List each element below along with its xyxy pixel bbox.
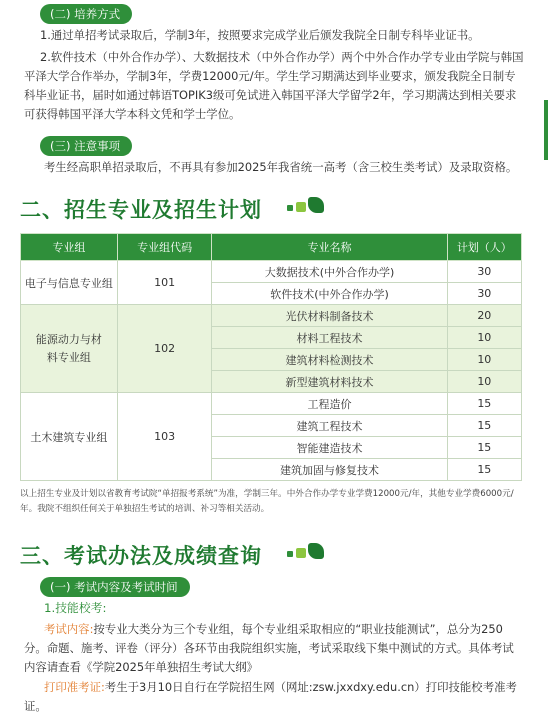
heading-enrollment-plan: 二、招生专业及招生计划 [20,198,262,222]
heading-decoration-icon [287,543,327,561]
table-header: 专业组代码 [117,234,212,261]
plan-count-cell: 15 [447,437,521,459]
major-name-cell: 建筑材料检测技术 [212,349,447,371]
admission-ticket-label: 打印准考证: [44,680,105,694]
exam-content-paragraph [24,620,524,677]
group-name-cell: 土木建筑专业组 [21,393,118,481]
plan-count-cell: 15 [447,415,521,437]
group-name-cell: 电子与信息专业组 [21,261,118,305]
plan-count-cell: 10 [447,349,521,371]
group-code-cell: 101 [117,261,212,305]
section-pill-training-mode: (二) 培养方式 [40,4,132,24]
major-name-cell: 大数据技术(中外合作办学) [212,261,447,283]
table-row [21,305,522,327]
paragraph-2: 2.软件技术（中外合作办学）、大数据技术（中外合作办学）两个中外合作办学专业由学院与韩国平泽大学合作举办，学制3年，学费12000元/年。学生学习期满达到毕业要求，颁发我院全日制专科毕业证书，届时如通过韩语TOPIK3级可免试进入韩国平泽大学留学2年，学习期满达到相关要求可获得韩国平泽大学本科文凭和学士学位。 [24,50,524,121]
plan-count-cell: 10 [447,327,521,349]
heading-decoration-icon [287,197,327,215]
major-name-cell: 工程造价 [212,393,447,415]
section-pill-exam-content: (一) 考试内容及考试时间 [40,577,190,597]
group-code-cell: 102 [117,305,212,393]
exam-content-label: 考试内容: [44,622,94,636]
major-name-cell: 材料工程技术 [212,327,447,349]
plan-count-cell: 15 [447,459,521,481]
admission-ticket-text: 考生于3月10日自行在学院招生网（网址:zsw.jxxdxy.edu.cn）打印技能校考准考证。 [24,680,517,713]
table-header: 计划（人） [447,234,521,261]
paragraph-3: 考生经高职单招录取后，不再具有参加2025年我省统一高考（含三校生类考试）及录取资格。 [44,160,518,174]
section-pill-notes: (三) 注意事项 [40,136,132,156]
major-name-cell: 软件技术(中外合作办学) [212,283,447,305]
group-code-cell: 103 [117,393,212,481]
plan-count-cell: 30 [447,261,521,283]
table-row [21,393,522,415]
edge-accent-bar [544,100,548,160]
heading-exam-method: 三、考试办法及成绩查询 [20,544,262,568]
table-row [21,261,522,283]
plan-count-cell: 15 [447,393,521,415]
table-header: 专业组 [21,234,118,261]
table-header: 专业名称 [212,234,447,261]
paragraph-1: 1.通过单招考试录取后，学制3年，按照要求完成学业后颁发我院全日制专科毕业证书。 [40,28,480,42]
enrollment-plan-table [20,233,522,481]
plan-count-cell: 10 [447,371,521,393]
major-name-cell: 智能建造技术 [212,437,447,459]
subheading-skill-exam: 1.技能校考: [44,601,107,615]
plan-count-cell: 30 [447,283,521,305]
exam-content-text: 按专业大类分为三个专业组，每个专业组采取相应的“职业技能测试”，总分为250分。命题、施考、评卷（评分）各环节由我院组织实施，考试采取线下集中测试的方式。具体考试内容请查看《学院2025年单独招生考试大纲》 [24,622,514,674]
plan-count-cell: 20 [447,305,521,327]
table-footnote: 以上招生专业及计划以省教育考试院“单招报考系统”为准，学制三年。中外合作办学专业学费12000元/年，其他专业学费6000元/年。我院不组织任何关于单独招生考试的培训、补习等相关活动。 [20,489,514,514]
major-name-cell: 建筑加固与修复技术 [212,459,447,481]
major-name-cell: 光伏材料制备技术 [212,305,447,327]
major-name-cell: 新型建筑材料技术 [212,371,447,393]
major-name-cell: 建筑工程技术 [212,415,447,437]
group-name-cell: 能源动力与材料专业组 [21,305,118,393]
admission-ticket-paragraph [24,678,524,716]
